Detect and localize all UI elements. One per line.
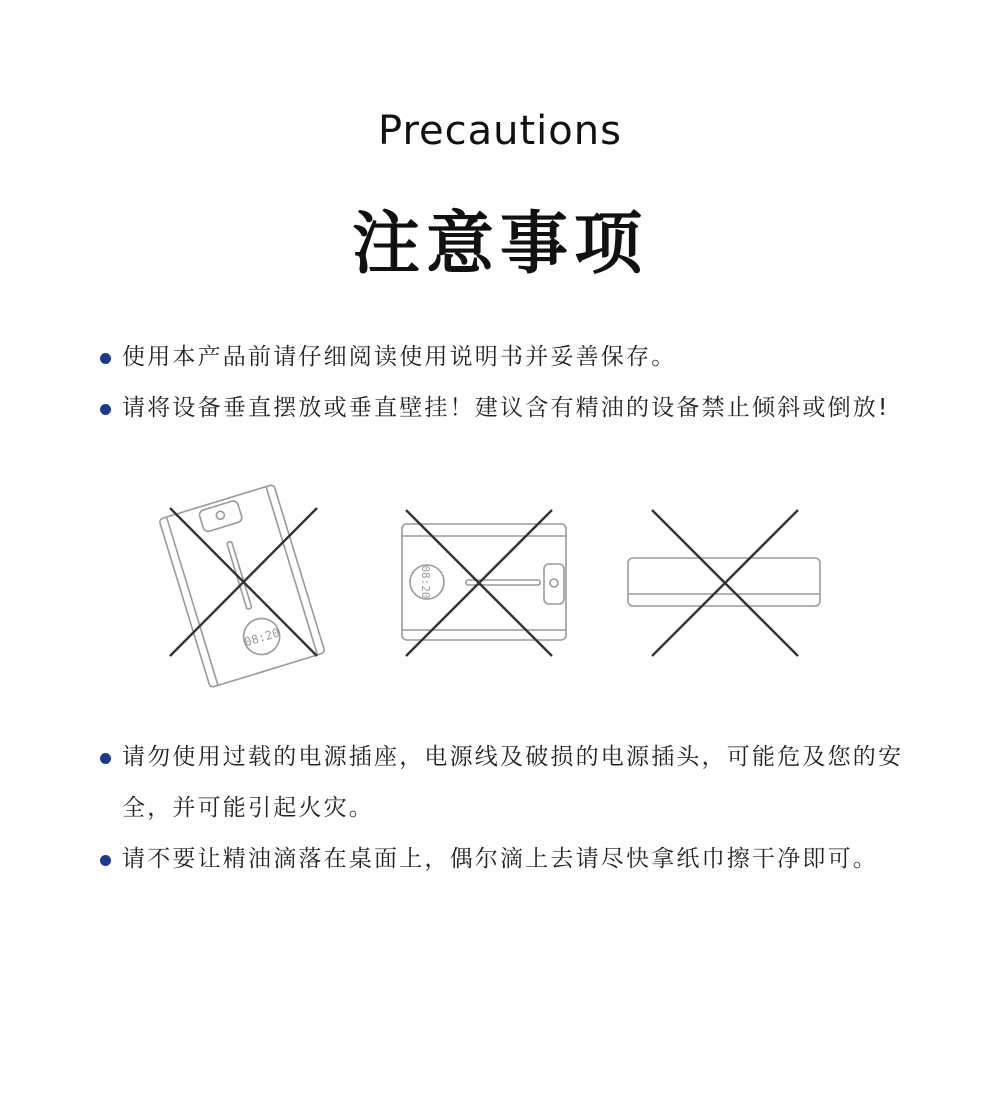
list-item xyxy=(100,732,915,834)
page-title-english: Precautions xyxy=(378,108,622,154)
list-item-text: 请将设备垂直摆放或垂直壁挂！建议含有精油的设备禁止倾斜或倒放! xyxy=(122,395,890,421)
list-item-text: 使用本产品前请仔细阅读使用说明书并妥善保存。 xyxy=(122,344,677,370)
tilted-device-illustration xyxy=(159,484,325,687)
cross-mark-icon xyxy=(652,510,798,656)
bullet-icon xyxy=(100,353,111,364)
placement-illustrations xyxy=(150,480,850,690)
list-item xyxy=(100,332,915,383)
device-display-text: 08:20 xyxy=(242,625,282,650)
bullet-icon xyxy=(100,855,111,866)
bullet-icon xyxy=(100,404,111,415)
list-item xyxy=(100,383,915,434)
page-title-chinese: 注意事项 xyxy=(351,205,648,284)
bullet-icon xyxy=(100,753,111,764)
device-display-text: 08:20 xyxy=(419,565,432,599)
sideways-device-illustration xyxy=(402,524,566,640)
list-item-text: 请不要让精油滴落在桌面上，偶尔滴上去请尽快拿纸巾擦干净即可。 xyxy=(122,846,878,872)
precautions-list-bottom xyxy=(100,732,915,885)
list-item-text: 请勿使用过载的电源插座，电源线及破损的电源插头，可能危及您的安全，并可能引起火灾。 xyxy=(122,744,904,821)
list-item xyxy=(100,834,915,885)
precautions-list-top xyxy=(100,332,915,434)
